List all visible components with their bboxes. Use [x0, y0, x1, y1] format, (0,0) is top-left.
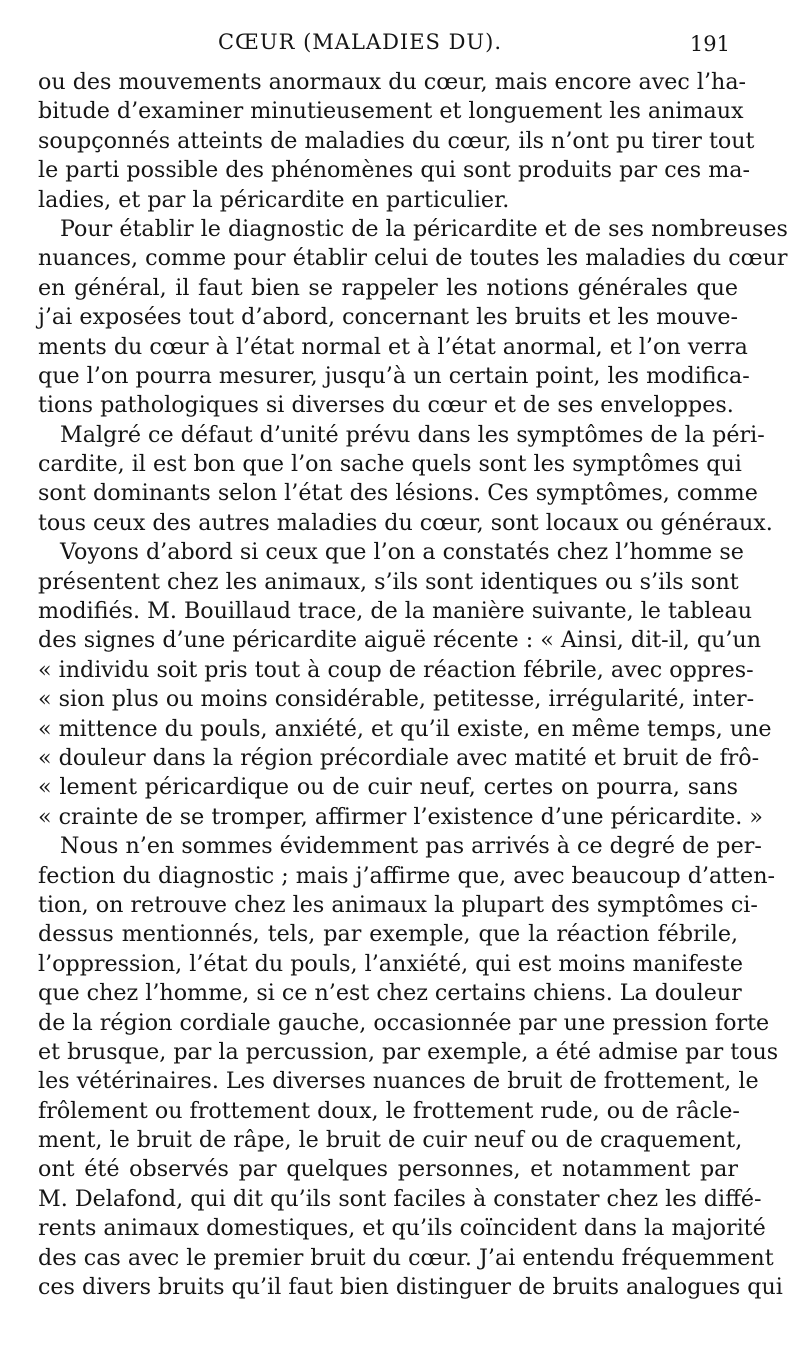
text-line: dessus mentionnés, tels, par exemple, que la réaction fébrile, — [38, 921, 738, 948]
text-line: « lement péricardique ou de cuir neuf, certes on pourra, sans — [38, 774, 738, 801]
text-line: des cas avec le premier bruit du cœur. J’ai entendu fréquemment — [38, 1244, 774, 1271]
text-line: sont dominants selon l’état des lésions. Ces symptômes, comme — [38, 480, 758, 507]
text-line: Pour établir le diagnostic de la péricardite et de ses nombreuses — [60, 215, 788, 242]
text-line: ces divers bruits qu’il faut bien distinguer de bruits analogues qui — [38, 1274, 783, 1301]
running-title: CŒUR (MALADIES DU). — [217, 30, 503, 54]
page-header — [30, 24, 730, 60]
text-line: tion, on retrouve chez les animaux la plupart des symptômes ci- — [38, 891, 758, 918]
text-line: modifiés. M. Bouillaud trace, de la manière suivante, le tableau — [38, 598, 753, 625]
text-line: fection du diagnostic ; mais j’affirme que, avec beaucoup d’atten- — [38, 862, 775, 889]
text-line: ont été observés par quelques personnes, et notamment par — [38, 1156, 738, 1183]
text-line: soupçonnés atteints de maladies du cœur, ils n’ont pu tirer tout — [38, 127, 755, 154]
text-line: en général, il faut bien se rappeler les notions générales que — [38, 274, 738, 301]
text-line: présentent chez les animaux, s’ils sont identiques ou s’ils sont — [38, 568, 739, 595]
text-line: Malgré ce défaut d’unité prévu dans les symptômes de la péri- — [60, 421, 765, 448]
text-line: « crainte de se tromper, affirmer l’existence d’une péricardite. » — [38, 803, 763, 830]
text-line: ment, le bruit de râpe, le bruit de cuir neuf ou de craquement, — [38, 1127, 743, 1154]
text-line: l’oppression, l’état du pouls, l’anxiété, qui est moins manifeste — [38, 950, 743, 977]
text-line: j’ai exposées tout d’abord, concernant les bruits et les mouve- — [38, 304, 738, 331]
text-line: tous ceux des autres maladies du cœur, sont locaux ou généraux. — [38, 509, 773, 536]
text-line: de la région cordiale gauche, occasionnée par une pression forte — [38, 1009, 770, 1036]
text-line: que l’on pourra mesurer, jusqu’à un certain point, les modifica- — [38, 362, 750, 389]
text-line: ments du cœur à l’état normal et à l’état anormal, et l’on verra — [38, 333, 748, 360]
text-line: ladies, et par la péricardite en particulier. — [38, 186, 510, 213]
text-line: nuances, comme pour établir celui de toutes les maladies du cœur — [38, 245, 788, 272]
text-line: ou des mouvements anormaux du cœur, mais encore avec l’ha- — [38, 69, 747, 95]
text-line: tions pathologiques si diverses du cœur et de ses enveloppes. — [38, 392, 734, 419]
text-line: des signes d’une péricardite aiguë récente : « Ainsi, dit-il, qu’un — [38, 627, 762, 654]
text-line: et brusque, par la percussion, par exemple, a été admise par tous — [38, 1038, 779, 1065]
text-line: « sion plus ou moins considérable, petitesse, irrégularité, inter- — [38, 686, 755, 713]
page-number: 191 — [689, 32, 730, 56]
text-line: bitude d’examiner minutieusement et longuement les animaux — [38, 98, 744, 125]
text-line: que chez l’homme, si ce n’est chez certains chiens. La douleur — [38, 980, 742, 1007]
text-line: le parti possible des phénomènes qui sont produits par ces ma- — [38, 157, 750, 184]
text-line: M. Delafond, qui dit qu’ils sont faciles à constater chez les diffé- — [38, 1185, 762, 1212]
text-line: « douleur dans la région précordiale avec matité et bruit de frô- — [38, 744, 760, 771]
text-line: les vétérinaires. Les diverses nuances de bruit de frottement, le — [38, 1068, 759, 1095]
body-text — [38, 68, 788, 1302]
text-line: rents animaux domestiques, et qu’ils coïncident dans la majorité — [38, 1215, 766, 1242]
text-line: Voyons d’abord si ceux que l’on a constatés chez l’homme se — [60, 539, 744, 566]
text-line: « mittence du pouls, anxiété, et qu’il existe, en même temps, une — [38, 715, 772, 742]
text-line: frôlement ou frottement doux, le frottement rude, ou de râcle- — [38, 1097, 740, 1124]
text-line: Nous n’en sommes évidemment pas arrivés à ce degré de per- — [60, 833, 762, 860]
text-line: cardite, il est bon que l’on sache quels sont les symptômes qui — [38, 451, 742, 478]
text-line: « individu soit pris tout à coup de réaction fébrile, avec oppres- — [38, 656, 754, 683]
